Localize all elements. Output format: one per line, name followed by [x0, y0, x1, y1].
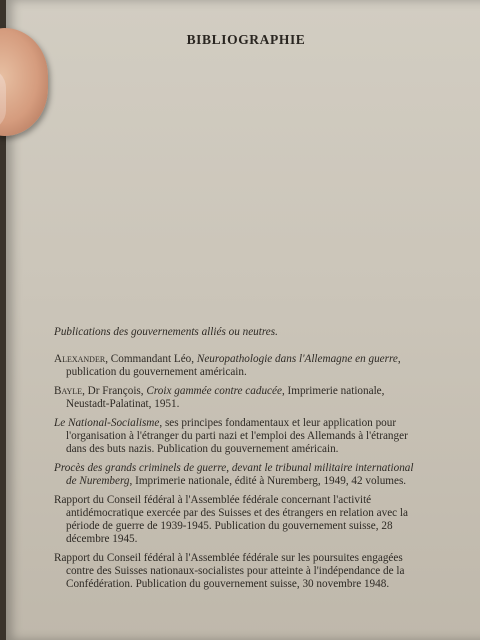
section-heading: Publications des gouvernements alliés ou neutres.	[54, 326, 278, 338]
entry-text: , Commandant Léo,	[105, 353, 197, 365]
thumbnail	[0, 68, 6, 130]
entry-text: Rapport du Conseil fédéral à l'Assemblée fédérale concernant l'activité antidémocratique exercée par des Suisses et des étrangers en relation avec la période de guerre de 1939-1945. Publication du gouvernement suisse, 28 décembre 1945.	[54, 494, 408, 545]
entry-author: Bayle	[54, 385, 83, 397]
book-page	[6, 0, 480, 640]
bibliography-entry	[54, 494, 426, 546]
bibliography-entry	[54, 353, 426, 379]
bibliography-entry	[54, 552, 426, 591]
entry-text: , ses principes fondamentaux et leur application pour l'organisation à l'étranger du parti nazi et l'emploi des Allemands à l'étranger dans des buts nazis. Publication du gouvernement américain.	[66, 417, 408, 455]
bibliography-entry	[54, 417, 426, 456]
entry-text: , Imprimerie nationale, Neustadt-Palatinat, 1951.	[66, 385, 385, 410]
entry-title: Croix gammée contre caducée	[146, 385, 282, 397]
entry-title: Neuropathologie dans l'Allemagne en guerre	[196, 353, 398, 365]
entry-title: Procès des grands criminels de guerre, devant le tribunal militaire international de Nuremberg	[54, 462, 414, 487]
entry-text: , Imprimerie nationale, édité à Nuremberg, 1949, 42 volumes.	[129, 475, 407, 487]
entry-title: Le National-Socialisme	[54, 417, 160, 429]
entry-text: , publication du gouvernement américain.	[66, 353, 401, 378]
entry-author: Alexander	[54, 353, 106, 365]
entry-text: , Dr François,	[82, 385, 147, 397]
page-title: BIBLIOGRAPHIE	[186, 32, 306, 47]
bibliography-entry	[54, 462, 426, 488]
entry-text: Rapport du Conseil fédéral à l'Assemblée fédérale sur les poursuites engagées contre des Suisses nationaux-socialistes pour atteinte à l'indépendance de la Confédération. Publication du gouvernement suisse, 30 novembre 1948.	[54, 552, 405, 590]
bibliography-content	[54, 326, 426, 597]
bibliography-entry	[54, 385, 426, 411]
